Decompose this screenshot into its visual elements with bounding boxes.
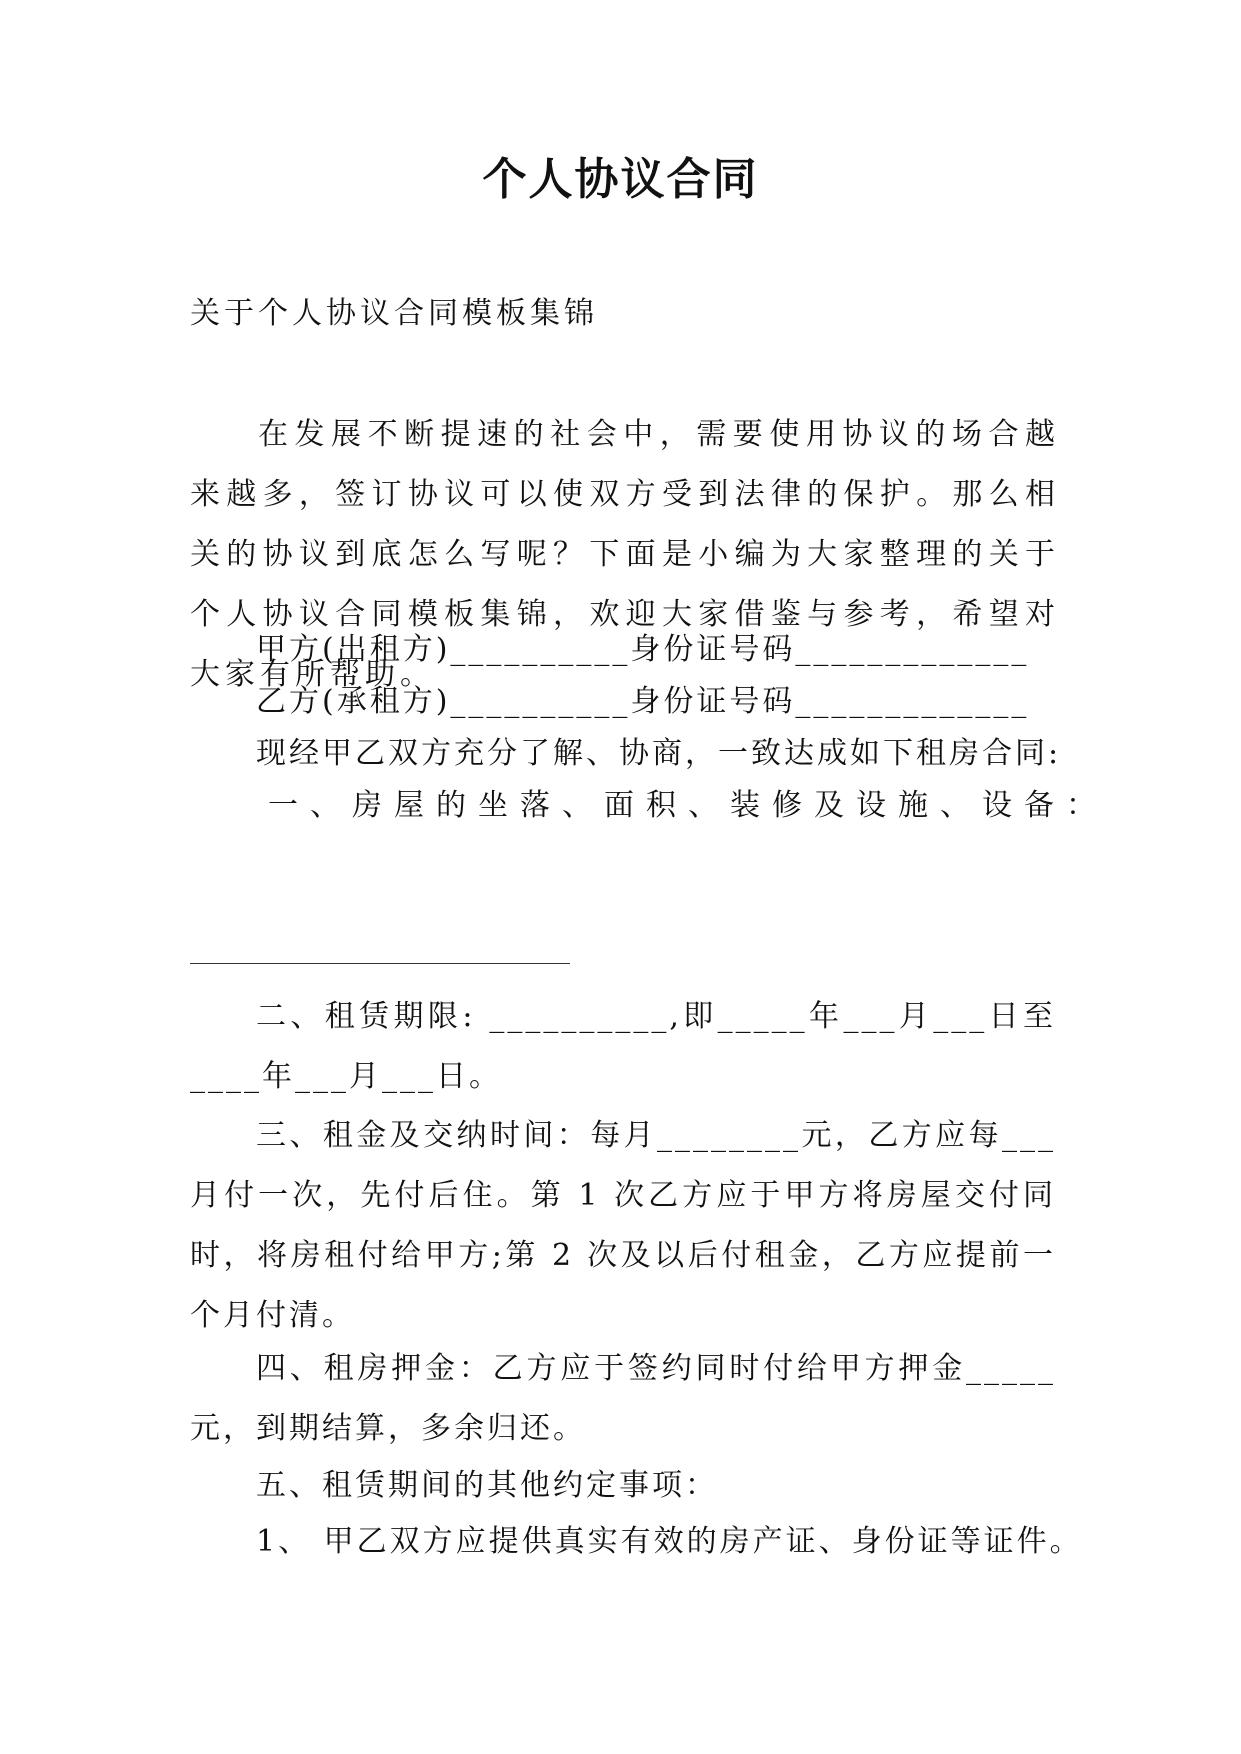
item-1-line: 1、 甲乙双方应提供真实有效的房产证、身份证等证件。: [256, 1524, 1083, 1559]
section-5-heading: 五、租赁期间的其他约定事项：: [256, 1468, 718, 1503]
section-1-heading: 一、房屋的坐落、面积、装修及设施、设备：: [268, 788, 1108, 823]
blank-fill-line: [190, 963, 570, 964]
document-subtitle: 关于个人协议合同模板集锦: [190, 296, 598, 331]
party-a-line: 甲方(出租方)__________身份证号码_____________: [256, 632, 1030, 667]
agreement-intro-line: 现经甲乙双方充分了解、协商，一致达成如下租房合同:: [256, 736, 1062, 771]
section-3-paragraph: 三、租金及交纳时间：每月________元，乙方应每___月付一次，先付后住。第 1 次乙方应于甲方将房屋交付同时，将房租付给甲方;第 2 次及以后付租金，乙方应提前一个月付清。: [190, 1118, 1056, 1333]
section-2-paragraph: 二、租赁期限: __________,即_____年___月___日至____年___月___日。: [190, 999, 1056, 1094]
party-b-line: 乙方(承租方)__________身份证号码_____________: [256, 684, 1030, 719]
intro-paragraph: 在发展不断提速的社会中，需要使用协议的场合越来越多，签订协议可以使双方受到法律的保护。那么相关的协议到底怎么写呢？下面是小编为大家整理的关于个人协议合同模板集锦，欢迎大家借鉴与参考，希望对大家有所帮助。: [190, 417, 1060, 692]
document-title: 个人协议合同: [482, 154, 759, 205]
section-4-paragraph: 四、租房押金：乙方应于签约同时付给甲方押金_____元，到期结算，多余归还。: [190, 1351, 1056, 1446]
